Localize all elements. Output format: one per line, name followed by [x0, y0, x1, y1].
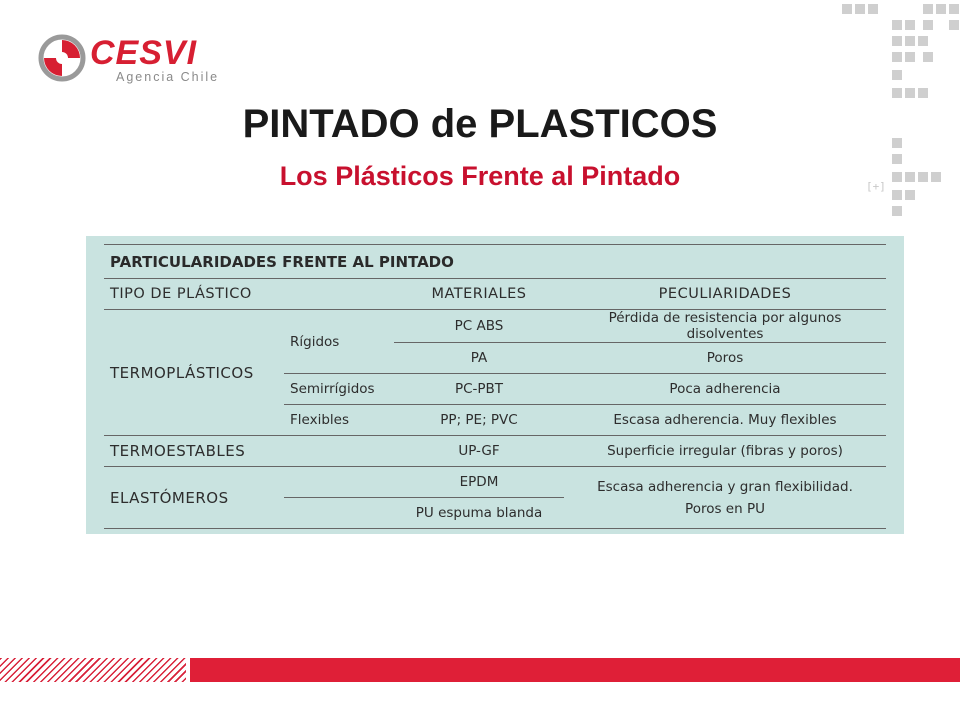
- group-termoestables: TERMOESTABLES: [104, 436, 284, 467]
- material-cell: PA: [394, 343, 564, 374]
- cesvi-emblem-icon: [38, 34, 86, 82]
- plus-mark: [+]: [866, 180, 886, 193]
- peculiarity-cell: Superficie irregular (fibras y poros): [564, 436, 886, 467]
- peculiarity-line: Poros en PU: [685, 500, 765, 517]
- table-row: [104, 467, 886, 498]
- plastics-table-panel: [86, 236, 904, 534]
- column-header-peculiarities: PECULIARIDADES: [564, 279, 886, 310]
- table-heading: PARTICULARIDADES FRENTE AL PINTADO: [104, 245, 886, 279]
- page-title: PINTADO de PLASTICOS: [242, 102, 718, 146]
- plastics-table: [104, 244, 886, 529]
- subtype-rigidos: Rígidos: [284, 310, 394, 374]
- bottom-red-band: [190, 658, 960, 682]
- material-cell: PP; PE; PVC: [394, 405, 564, 436]
- peculiarity-line: Escasa adherencia y gran flexibilidad.: [597, 478, 853, 495]
- material-cell: PU espuma blanda: [394, 498, 564, 529]
- subtype-semirrigidos: Semirrígidos: [284, 374, 394, 405]
- page-subtitle: Los Plásticos Frente al Pintado: [279, 161, 681, 191]
- peculiarity-cell: Poros: [564, 343, 886, 374]
- logo-subtitle: Agencia Chile: [116, 70, 220, 84]
- column-header-materials: MATERIALES: [394, 279, 564, 310]
- material-cell: UP-GF: [394, 436, 564, 467]
- subtype-empty: [284, 467, 394, 498]
- peculiarity-cell: Escasa adherencia. Muy flexibles: [564, 405, 886, 436]
- table-column-header-row: [104, 279, 886, 310]
- table-row: [104, 310, 886, 343]
- material-cell: PC-PBT: [394, 374, 564, 405]
- subtype-empty: [284, 436, 394, 467]
- peculiarity-cell: Poca adherencia: [564, 374, 886, 405]
- group-termoplasticos: TERMOPLÁSTICOS: [104, 310, 284, 436]
- subtype-flexibles: Flexibles: [284, 405, 394, 436]
- subtype-empty: [284, 498, 394, 529]
- table-row: [104, 436, 886, 467]
- logo-brand-text: CESVI: [90, 34, 198, 72]
- cesvi-logo: [38, 32, 238, 84]
- peculiarity-cell: [564, 467, 886, 529]
- column-header-type: TIPO DE PLÁSTICO: [104, 279, 394, 310]
- bottom-stripe-pattern: [0, 658, 186, 682]
- material-cell: PC ABS: [394, 310, 564, 343]
- peculiarity-cell: Pérdida de resistencia por algunos disolventes: [564, 310, 886, 343]
- group-elastomeros: ELASTÓMEROS: [104, 467, 284, 529]
- material-cell: EPDM: [394, 467, 564, 498]
- table-heading-row: [104, 245, 886, 279]
